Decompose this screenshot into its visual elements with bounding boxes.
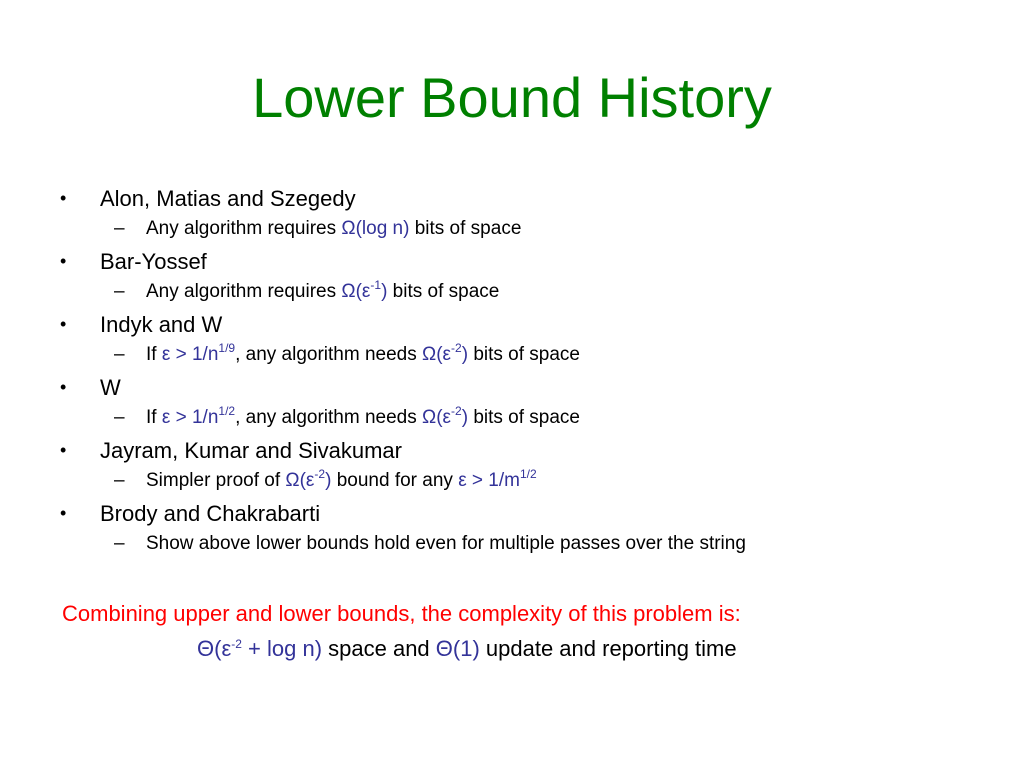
bullet-icon: • <box>60 440 67 460</box>
sub-bullet-item <box>0 214 1024 244</box>
bullet-heading: Alon, Matias and Szegedy <box>100 186 356 211</box>
math-expression <box>197 636 322 661</box>
bullet-heading: Bar-Yossef <box>100 249 207 274</box>
bullet-icon: • <box>60 503 67 523</box>
sub-text: bits of space <box>409 218 522 239</box>
bullet-list <box>0 181 1024 560</box>
bullet-icon: • <box>60 377 67 397</box>
complexity-result <box>197 634 737 664</box>
sub-text: Any algorithm requires <box>146 281 342 302</box>
bullet-item-w <box>0 372 1024 403</box>
math-expression <box>285 467 332 491</box>
bullet-item-indyk-and-w <box>0 309 1024 340</box>
sub-text: If <box>146 407 162 428</box>
math-part: Ω(ε <box>422 344 452 365</box>
math-superscript: -2 <box>231 637 242 651</box>
sub-text: Any algorithm requires <box>146 218 342 239</box>
summary-text: Combining upper and lower bounds, the complexity of this problem is: <box>62 601 741 626</box>
math-superscript: -2 <box>314 467 326 481</box>
sub-bullet-item <box>0 403 1024 433</box>
result-text: update and reporting time <box>479 636 737 661</box>
math-superscript: -2 <box>451 404 462 418</box>
math-part: Ω(ε <box>285 470 315 491</box>
math-part: ) <box>325 470 332 491</box>
sub-text: bits of space <box>468 407 580 428</box>
math-expression <box>458 467 537 491</box>
math-superscript: -1 <box>370 278 382 292</box>
sub-text: bound for any <box>331 470 459 491</box>
math-part: ε > 1/n <box>161 407 219 428</box>
bullet-heading: Indyk and W <box>100 312 223 337</box>
math-part: ) <box>381 281 388 302</box>
math-superscript: 1/2 <box>218 404 236 418</box>
result-text: space and <box>322 636 436 661</box>
bullet-icon: • <box>60 314 67 334</box>
dash-icon: – <box>114 533 125 554</box>
math-part: ) <box>461 344 469 365</box>
math-part: ) <box>461 407 469 428</box>
bullet-icon: • <box>60 188 67 208</box>
math-expression <box>341 278 388 302</box>
math-superscript: -2 <box>451 341 462 355</box>
math-expression: Θ(1) <box>435 636 480 661</box>
bullet-item-jayram-kumar-sivakumar <box>0 435 1024 466</box>
math-expression <box>161 404 236 428</box>
bullet-heading: Jayram, Kumar and Sivakumar <box>100 438 402 463</box>
math-part: ε > 1/m <box>458 470 520 491</box>
math-expression: Ω(log n) <box>341 218 410 239</box>
bullet-icon: • <box>60 251 67 271</box>
math-expression <box>422 341 469 365</box>
math-expression <box>161 341 236 365</box>
sub-text: , any algorithm needs <box>235 407 423 428</box>
sub-text: , any algorithm needs <box>235 344 423 365</box>
sub-bullet-item <box>0 466 1024 496</box>
sub-bullet-item <box>0 529 1024 559</box>
sub-text: Simpler proof of <box>146 470 286 491</box>
sub-text: bits of space <box>387 281 500 302</box>
sub-text: If <box>146 344 162 365</box>
slide-title: Lower Bound History <box>252 66 772 129</box>
dash-icon: – <box>114 407 125 428</box>
sub-text: Show above lower bounds hold even for multiple passes over the string <box>146 533 746 554</box>
bullet-item-bar-yossef <box>0 246 1024 277</box>
math-superscript: 1/2 <box>519 467 537 481</box>
bullet-heading: Brody and Chakrabarti <box>100 501 321 526</box>
math-part: + log n) <box>241 636 323 661</box>
math-part: ε > 1/n <box>161 344 219 365</box>
bullet-item-alon-matias-szegedy <box>0 183 1024 214</box>
math-expression <box>422 404 469 428</box>
sub-text: bits of space <box>468 344 580 365</box>
math-part: Ω(ε <box>422 407 452 428</box>
dash-icon: – <box>114 218 125 239</box>
dash-icon: – <box>114 281 125 302</box>
bullet-heading: W <box>100 375 121 400</box>
dash-icon: – <box>114 344 125 365</box>
bullet-item-brody-chakrabarti <box>0 498 1024 529</box>
sub-bullet-item <box>0 340 1024 370</box>
dash-icon: – <box>114 470 125 491</box>
math-part: Θ(ε <box>197 636 232 661</box>
math-part: Ω(ε <box>341 281 371 302</box>
sub-bullet-item <box>0 277 1024 307</box>
math-superscript: 1/9 <box>218 341 236 355</box>
